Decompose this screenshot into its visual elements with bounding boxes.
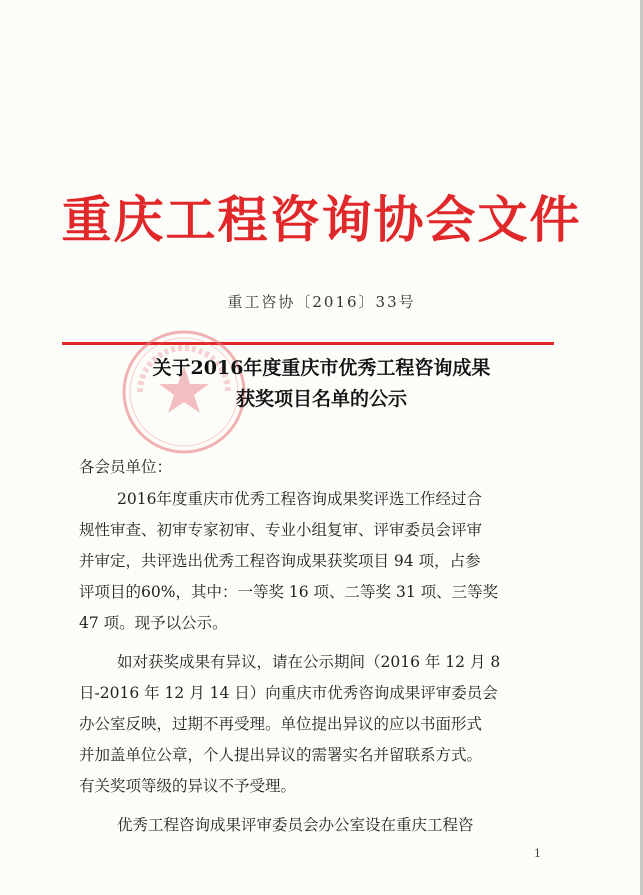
salutation: 各会员单位： [79,458,173,476]
notice-title-line-1: 关于2016年度重庆市优秀工程咨询成果 [152,357,491,379]
body-line-3: 并审定，共评选出优秀工程咨询成果获奖项目 94 项，占参 [79,552,481,570]
body-line-6: 如对获奖成果有异议，请在公示期间（2016 年 12 月 8 [117,653,501,671]
body-line-10: 有关奖项等级的异议不予受理。 [79,777,297,795]
masthead-title: 重庆工程咨询协会文件 [61,190,582,249]
body-line-4: 评项目的60%，其中：一等奖 16 项、二等奖 31 项、三等奖 [79,583,499,601]
document-number: 重工咨协〔2016〕33号 [227,293,416,311]
body-line-5: 47 项。现予以公示。 [79,614,228,632]
body-line-8: 办公室反映，过期不再受理。单位提出异议的应以书面形式 [79,715,483,733]
body-line-11: 优秀工程咨询成果评审委员会办公室设在重庆工程咨 [117,816,474,834]
body-line-9: 并加盖单位公章，个人提出异议的需署实名并留联系方式。 [79,746,483,764]
body-line-7: 日-2016 年 12 月 14 日）向重庆市优秀咨询成果评审委员会 [79,684,498,702]
notice-title-line-2: 获奖项目名单的公示 [235,388,407,410]
page-number: 1 [534,847,541,860]
body-line-2: 规性审查、初审专家初审、专业小组复审、评审委员会评审 [79,521,483,539]
body-line-1: 2016年度重庆市优秀工程咨询成果奖评选工作经过合 [117,490,482,508]
